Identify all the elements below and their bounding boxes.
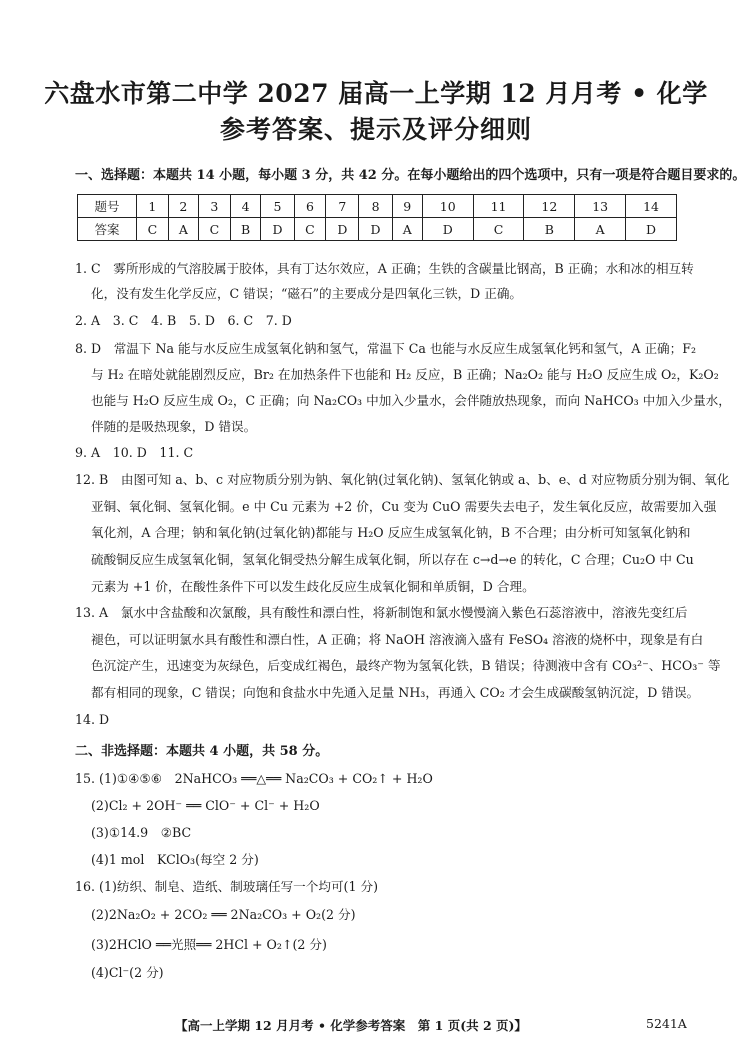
answer-line: 14. D bbox=[75, 712, 110, 727]
answer-line: 伴随的是吸热现象，D 错误。 bbox=[91, 419, 257, 434]
table-header-answer: 答案 bbox=[78, 218, 137, 241]
table-cell-number: 8 bbox=[359, 195, 392, 218]
answer-line: 褪色，可以证明氯水具有酸性和漂白性，A 正确；将 NaOH 溶液滴入盛有 FeSO₄ 溶液的烧杯中，现象是有白 bbox=[91, 632, 704, 647]
answer-line: 12. B 由图可知 a、b、c 对应物质分别为钠、氧化钠(过氧化钠)、氢氧化钠或 a、b、e、d 对应物质分别为铜、氧化 bbox=[75, 472, 730, 487]
answer-line: 硫酸铜反应生成氢氧化铜，氢氧化铜受热分解生成氧化铜，所以存在 c→d→e 的转化，C 合理；Cu₂O 中 Cu bbox=[91, 552, 694, 567]
q15-line: (3)①14.9 ②BC bbox=[91, 825, 192, 840]
answer-line: 氧化剂，A 合理；钠和氧化钠(过氧化钠)都能与 H₂O 反应生成氢氧化钠，B 不合理；由分析可知氢氧化钠和 bbox=[91, 525, 691, 540]
q15-line: 15. (1)①④⑤⑥ 2NaHCO₃ ══△══ Na₂CO₃ + CO₂↑ + H₂O bbox=[75, 771, 433, 786]
table-cell-number: 6 bbox=[294, 195, 326, 218]
answer-line: 1. C 雾所形成的气溶胶属于胶体，具有丁达尔效应，A 正确；生铁的含碳量比钢高，B 正确；水和冰的相互转 bbox=[75, 261, 694, 276]
table-cell-number: 11 bbox=[473, 195, 524, 218]
answer-table-row-numbers bbox=[78, 195, 677, 218]
page-footer: 【高一上学期 12 月月考 • 化学参考答案 第 1 页(共 2 页)】 bbox=[175, 1018, 527, 1033]
answer-line: 9. A 10. D 11. C bbox=[75, 445, 194, 460]
table-cell-number: 14 bbox=[626, 195, 677, 218]
title-line-2: 参考答案、提示及评分细则 bbox=[219, 115, 532, 144]
table-cell-number: 1 bbox=[137, 195, 169, 218]
title-line-1: 六盘水市第二中学 2027 届高一上学期 12 月月考 • 化学 bbox=[44, 79, 708, 108]
table-cell-answer: C bbox=[294, 218, 326, 241]
q16-line: (2)2Na₂O₂ + 2CO₂ ══ 2Na₂CO₃ + O₂(2 分) bbox=[91, 907, 356, 922]
answer-table-row-answers bbox=[78, 218, 677, 241]
table-cell-number: 4 bbox=[230, 195, 261, 218]
q16-line: (3)2HClO ══光照══ 2HCl + O₂↑(2 分) bbox=[91, 937, 327, 952]
q16-line: 16. (1)纺织、制皂、造纸、制玻璃任写一个均可(1 分) bbox=[75, 879, 378, 894]
table-cell-number: 3 bbox=[198, 195, 230, 218]
table-cell-number: 2 bbox=[168, 195, 198, 218]
table-cell-number: 5 bbox=[261, 195, 294, 218]
answer-line: 化，没有发生化学反应，C 错误；“磁石”的主要成分是四氧化三铁，D 正确。 bbox=[91, 286, 523, 301]
answer-line: 与 H₂ 在暗处就能剧烈反应，Br₂ 在加热条件下也能和 H₂ 反应，B 正确；Na₂O₂ 能与 H₂O 反应生成 O₂，K₂O₂ bbox=[91, 367, 719, 382]
q15-line: (4)1 mol KClO₃(每空 2 分) bbox=[91, 852, 259, 867]
table-cell-answer: A bbox=[168, 218, 198, 241]
answer-line: 也能与 H₂O 反应生成 O₂，C 正确；向 Na₂CO₃ 中加入少量水，会伴随放热现象，而向 NaHCO₃ 中加入少量水， bbox=[91, 393, 731, 408]
table-cell-answer: D bbox=[422, 218, 473, 241]
table-cell-number: 9 bbox=[392, 195, 422, 218]
section-1-heading: 一、选择题：本题共 14 小题，每小题 3 分，共 42 分。在每小题给出的四个选项中，只有一项是符合题目要求的。 bbox=[75, 168, 746, 183]
table-cell-answer: D bbox=[261, 218, 294, 241]
answer-line: 8. D 常温下 Na 能与水反应生成氢氧化钠和氢气，常温下 Ca 也能与水反应生成氢氧化钙和氢气，A 正确；F₂ bbox=[75, 341, 697, 356]
answer-line: 元素为 +1 价，在酸性条件下可以发生歧化反应生成氧化铜和单质铜，D 合理。 bbox=[91, 579, 535, 594]
table-cell-number: 12 bbox=[524, 195, 575, 218]
document-code: 5241A bbox=[646, 1016, 687, 1031]
q16-line: (4)Cl⁻(2 分) bbox=[91, 965, 164, 980]
table-cell-answer: A bbox=[575, 218, 626, 241]
table-cell-answer: C bbox=[198, 218, 230, 241]
table-cell-answer: C bbox=[473, 218, 524, 241]
table-cell-number: 7 bbox=[326, 195, 359, 218]
table-cell-answer: C bbox=[137, 218, 169, 241]
table-cell-number: 13 bbox=[575, 195, 626, 218]
table-cell-answer: D bbox=[359, 218, 392, 241]
q15-line: (2)Cl₂ + 2OH⁻ ══ ClO⁻ + Cl⁻ + H₂O bbox=[91, 798, 320, 813]
answer-line: 都有相同的现象，C 错误；向饱和食盐水中先通入足量 NH₃，再通入 CO₂ 才会生成碳酸氢钠沉淀，D 错误。 bbox=[91, 685, 700, 700]
answer-line: 色沉淀产生，迅速变为灰绿色，后变成红褐色，最终产物为氢氧化铁，B 错误；待测液中含有 CO₃²⁻、HCO₃⁻ 等 bbox=[91, 658, 721, 673]
table-header-question: 题号 bbox=[78, 195, 137, 218]
table-cell-answer: D bbox=[626, 218, 677, 241]
section-2-heading: 二、非选择题：本题共 4 小题，共 58 分。 bbox=[75, 744, 329, 759]
table-cell-number: 10 bbox=[422, 195, 473, 218]
answer-line: 2. A 3. C 4. B 5. D 6. C 7. D bbox=[75, 313, 292, 328]
answer-table bbox=[77, 194, 677, 241]
table-cell-answer: B bbox=[230, 218, 261, 241]
table-cell-answer: B bbox=[524, 218, 575, 241]
table-cell-answer: A bbox=[392, 218, 422, 241]
answer-line: 亚铜、氧化铜、氢氧化铜。e 中 Cu 元素为 +2 价，Cu 变为 CuO 需要失去电子，发生氧化反应，故需要加入强 bbox=[91, 499, 717, 514]
answer-line: 13. A 氯水中含盐酸和次氯酸，具有酸性和漂白性，将新制饱和氯水慢慢滴入紫色石蕊溶液中，溶液先变红后 bbox=[75, 605, 688, 620]
table-cell-answer: D bbox=[326, 218, 359, 241]
